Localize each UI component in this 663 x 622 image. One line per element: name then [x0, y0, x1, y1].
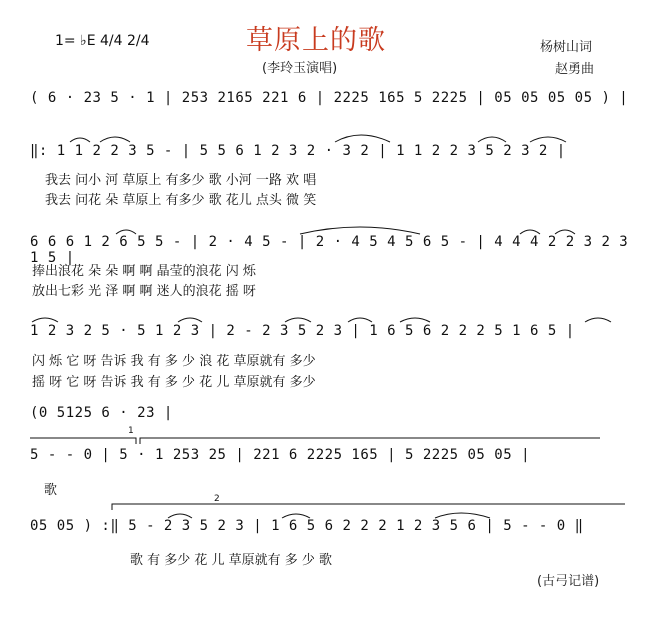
line3-lyrics-verse2: 摇 呀 它 呀 告诉 我 有 多 少 花 儿 草原就有 多少 [32, 375, 316, 390]
line3-notes: 1 2 3 2 5 · 5 1 2 3 | 2 - 2 3 5 2 3 | 1 6 5 6 2 2 2 5 1 6 5 | [30, 323, 575, 339]
volta-1-label: 1 [128, 426, 134, 436]
composer: 赵勇曲 [555, 62, 595, 77]
transcriber-credit: (古弓记谱) [537, 574, 600, 589]
line4-notes: 5 - - 0 | 5 · 1 253 25 | 221 6 2225 165 | 5 2225 05 05 | [30, 447, 531, 463]
line5-lyrics: 歌 有 多少 花 儿 草原就有 多 少 歌 [130, 553, 333, 568]
slur [178, 318, 202, 322]
volta-1-bracket [30, 438, 136, 444]
slur [282, 514, 310, 518]
slur [285, 318, 311, 322]
slur [478, 137, 506, 142]
intro-notes: ( 6 · 23 5 · 1 | 253 2165 221 6 | 2225 165 5 2225 | 05 05 05 05 ) | [30, 90, 629, 106]
slur [348, 318, 372, 322]
slur [400, 318, 430, 322]
volta-2-bracket [112, 504, 625, 510]
line2-lyrics-verse1: 捧出浪花 朵 朵 啊 啊 晶莹的浪花 闪 烁 [32, 264, 256, 279]
slur [335, 135, 390, 142]
slur [435, 513, 490, 518]
volta-2-label: 2 [214, 494, 220, 504]
line2-lyrics-verse2: 放出七彩 光 泽 啊 啊 迷人的浪花 摇 呀 [32, 284, 256, 299]
lyricist: 杨树山词 [540, 40, 593, 55]
slur [70, 138, 90, 142]
slur [555, 230, 575, 234]
line1-lyrics-verse1: 我去 问小 河 草原上 有多少 歌 小河 一路 欢 唱 [45, 173, 317, 188]
line4-lyrics: 歌 [44, 483, 58, 498]
slur [116, 230, 136, 234]
line5-notes: 05 05 ) :‖ 5 - 2 3 5 2 3 | 1 6 5 6 2 2 2 1 2 3 5 6 | 5 - - 0 ‖ [30, 518, 584, 534]
slur [100, 137, 130, 142]
line1-notes: ‖: 1 1 2 2 3 5 - | 5 5 6 1 2 3 2 · 3 2 | 1 1 2 2 3 5 2 3 2 | [30, 143, 566, 159]
line4-intro: (0 5125 6 · 23 | [30, 405, 173, 421]
slur [585, 318, 611, 322]
slur [530, 137, 566, 142]
slur [300, 227, 420, 234]
slur [168, 514, 192, 518]
song-title: 草原上的歌 [246, 25, 386, 56]
line2-notes: 6 6 6 1 2 6 5 5 - | 2 · 4 5 - | 2 · 4 5 4 5 6 5 - | 4 4 4 2 2 3 2 3 1 5 | [30, 234, 629, 266]
song-subtitle: (李玲玉演唱) [262, 61, 338, 76]
line3-lyrics-verse1: 闪 烁 它 呀 告诉 我 有 多 少 浪 花 草原就有 多少 [32, 354, 316, 369]
slur [520, 230, 540, 234]
key-signature: 1= ♭E 4/4 2/4 [55, 33, 150, 49]
line1-lyrics-verse2: 我去 问花 朵 草原上 有多少 歌 花儿 点头 微 笑 [45, 193, 317, 208]
slur [32, 318, 58, 322]
